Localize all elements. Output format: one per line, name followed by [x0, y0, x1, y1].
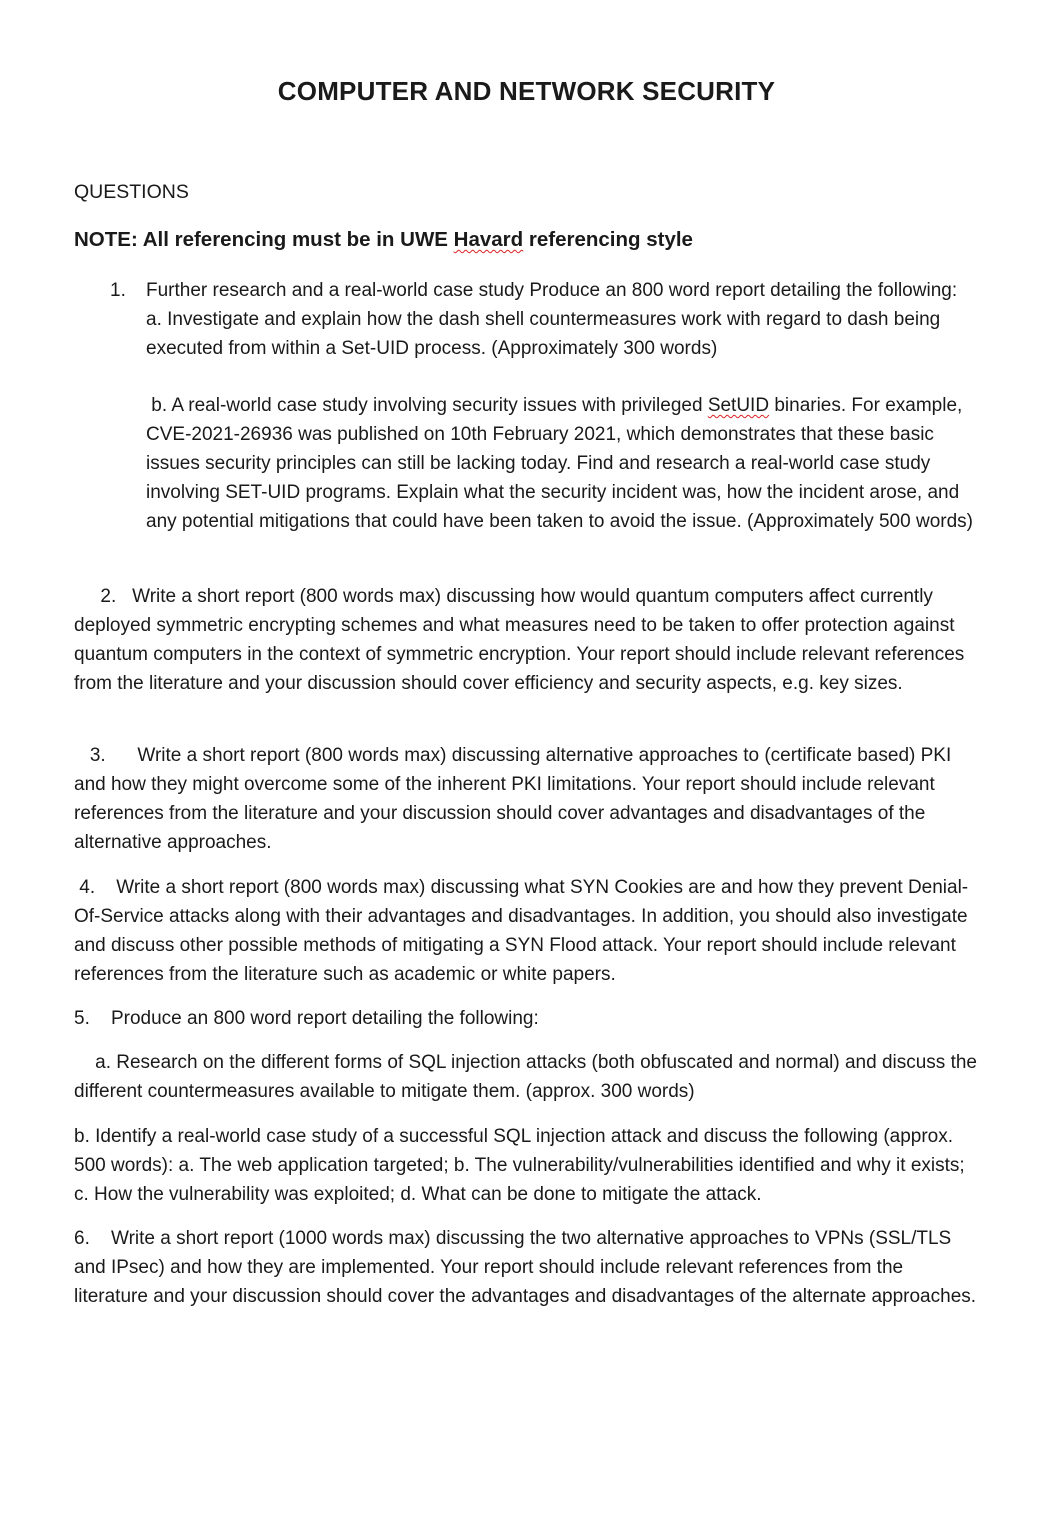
question-1-number: 1. [110, 280, 126, 301]
question-5-part-b: b. Identify a real-world case study of a successful SQL injection attack and discuss the following (approx. 500 words): a. The web application targeted; b. The vulnerability/vulnerabilities identified and why it exists; c. How the vulnerability was exploited; d. What can be done to mitigate the attack. [74, 1126, 965, 1205]
question-1-part-b-after: binaries. For example, CVE-2021-26936 was published on 10th February 2021, which demonstrates that these basic issues security principles can still be lacking today. Find and research a real-world case study involving SET-UID programs. Explain what the security incident was, how the incident arose, and any potential mitigations that could have been taken to avoid the issue. (Approximately 500 words) [146, 395, 973, 532]
question-6-text: Write a short report (1000 words max) discussing the two alternative approaches to VPNs (SSL/TLS and IPsec) and how they are implemented. Your report should include relevant references from the literature and your discussion should cover the advantages and disadvantages of the alternate approaches. [74, 1228, 977, 1307]
question-5-text: Produce an 800 word report detailing the following: [110, 1008, 539, 1029]
question-6-number: 6. [74, 1228, 90, 1249]
question-1-part-b-before: b. A real-world case study involving security issues with privileged [151, 395, 708, 416]
note-text-before: NOTE: All referencing must be in UWE [74, 228, 454, 251]
question-1-part-b [146, 391, 986, 536]
question-1-part-a: Further research and a real-world case study Produce an 800 word report detailing the following: a. Investigate and explain how the dash shell countermeasures work with regard to dash being executed from within a Set-UID process. (Approximately 300 words) [146, 280, 958, 359]
note-misspelled-word: Havard [453, 228, 524, 251]
question-4 [74, 873, 979, 989]
questions-heading: QUESTIONS [74, 181, 189, 203]
question-5 [74, 1004, 979, 1033]
question-5-part-a-text: a. Research on the different forms of SQL injection attacks (both obfuscated and normal) and discuss the different countermeasures available to mitigate them. (approx. 300 words) [74, 1052, 978, 1102]
question-2 [74, 582, 979, 698]
question-3 [74, 741, 979, 857]
question-3-text: Write a short report (800 words max) discussing alternative approaches to (certificate based) PKI and how they might overcome some of the inherent PKI limitations. Your report should include relevant references from the literature and your discussion should cover advantages and disadvantages of the alternative approaches. [74, 745, 952, 853]
question-4-number: 4. [79, 877, 96, 898]
question-3-number: 3. [89, 745, 106, 766]
question-5-part-a [74, 1048, 979, 1106]
note-text-after: referencing style [523, 228, 693, 251]
question-6 [74, 1224, 979, 1311]
question-4-text: Write a short report (800 words max) discussing what SYN Cookies are and how they prevent Denial-Of-Service attacks along with their advantages and disadvantages. In addition, you should also investigate and discuss other possible methods of mitigating a SYN Flood attack. Your report should include relevant references from the literature such as academic or white papers. [74, 877, 969, 985]
question-2-text: Write a short report (800 words max) discussing how would quantum computers affect currently deployed symmetric encrypting schemes and what measures need to be taken to offer protection against quantum computers in the context of symmetric encryption. Your report should include relevant references from the literature and your discussion should cover efficiency and security aspects, e.g. key sizes. [74, 586, 965, 694]
referencing-note [74, 228, 693, 252]
question-2-number: 2. [100, 586, 117, 607]
question-1-misspelled-word: SetUID [707, 395, 770, 416]
question-5-number: 5. [74, 1008, 90, 1029]
document-title: COMPUTER AND NETWORK SECURITY [277, 76, 776, 106]
